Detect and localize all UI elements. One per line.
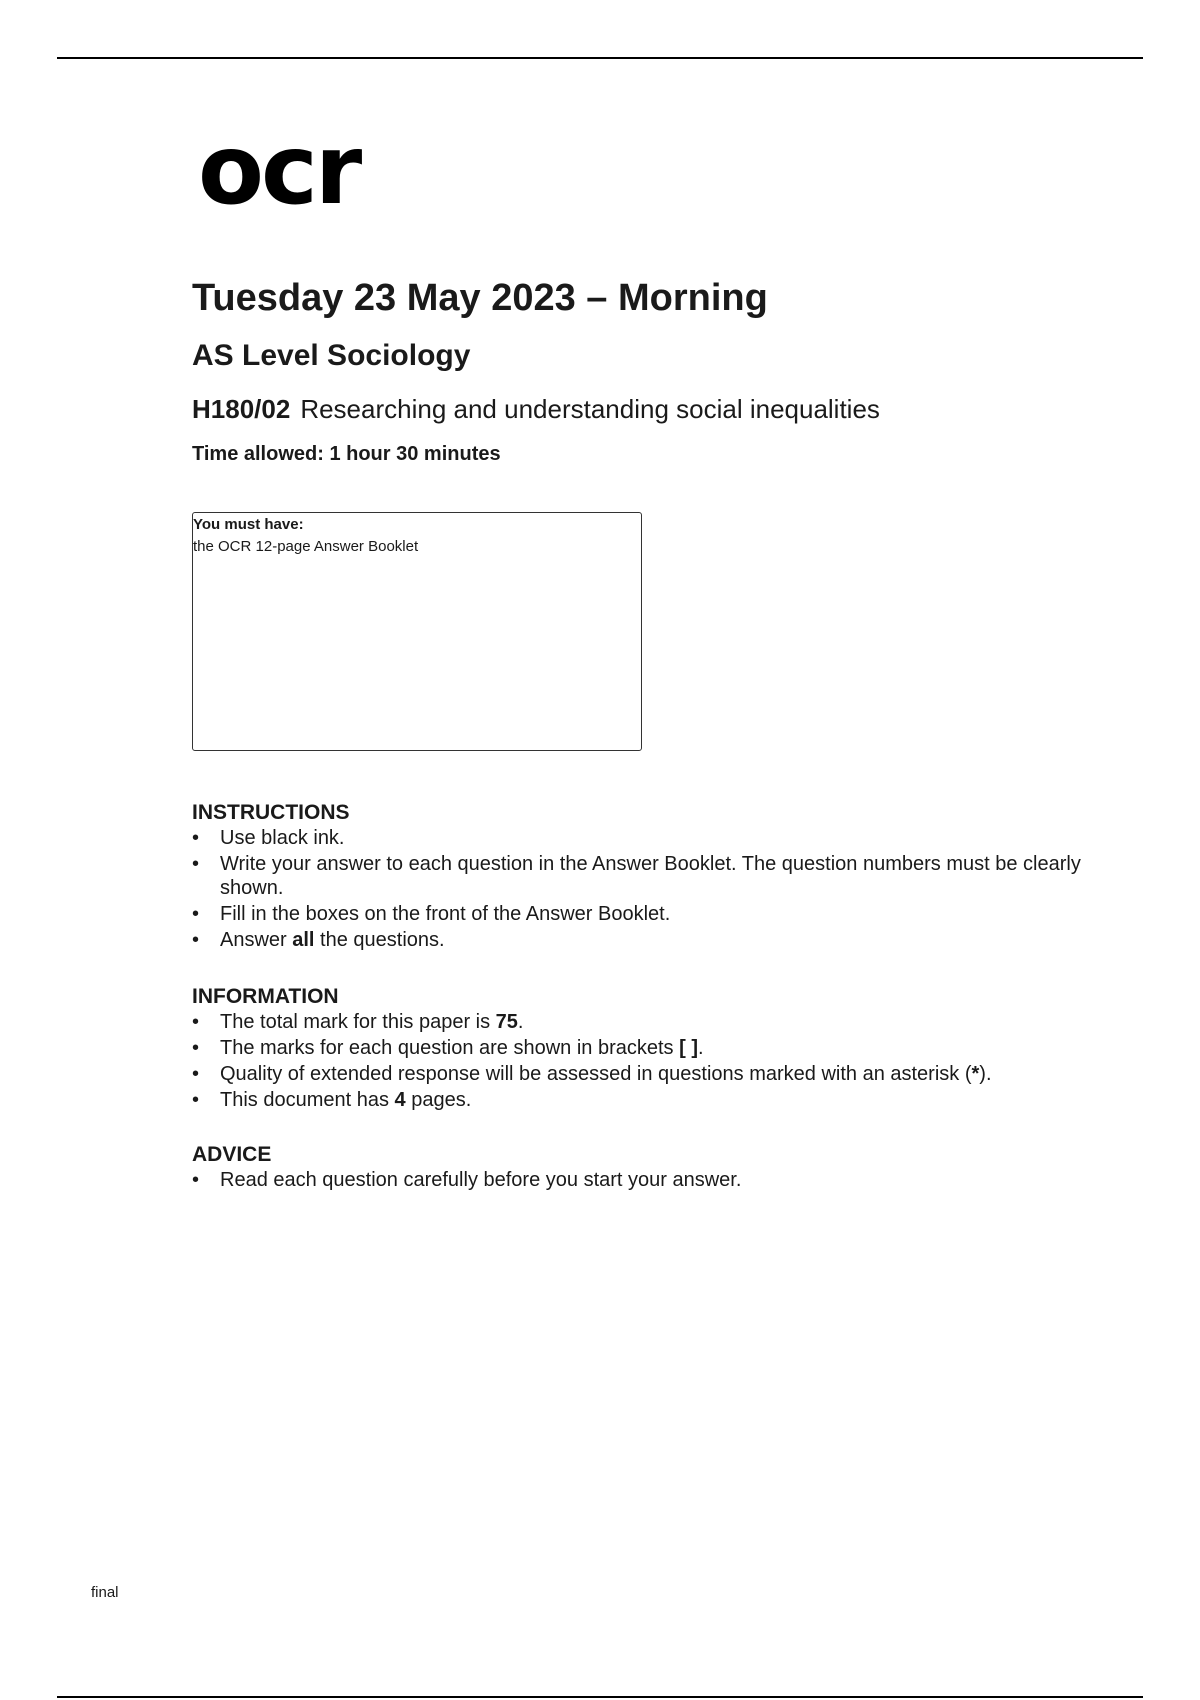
list-item: • Read each question carefully before you start your answer. <box>192 1169 742 1191</box>
must-have-item: the OCR 12-page Answer Booklet <box>193 538 419 555</box>
footer-mark: final <box>91 1584 119 1601</box>
bullet-icon: • <box>192 853 200 875</box>
information-list <box>192 1010 1142 1112</box>
advice-heading: ADVICE <box>192 1143 272 1166</box>
bullet-icon: • <box>192 1169 200 1191</box>
instructions-list <box>192 826 1142 952</box>
list-item: • The marks for each question are shown in brackets [ ]. <box>192 1037 704 1059</box>
bullet-icon: • <box>192 1011 200 1033</box>
list-item: • Quality of extended response will be assessed in questions marked with an asterisk (*). <box>192 1063 992 1085</box>
must-have-heading: You must have: <box>193 516 304 533</box>
bullet-icon: • <box>192 827 200 849</box>
paper-line <box>192 395 880 424</box>
instructions-section <box>192 800 1142 954</box>
list-item: • Answer all the questions. <box>192 929 445 951</box>
list-item: • This document has 4 pages. <box>192 1089 472 1111</box>
instructions-heading: INSTRUCTIONS <box>192 801 350 824</box>
list-item: • Write your answer to each question in the Answer Booklet. The question numbers must be clearly shown. <box>192 853 1081 899</box>
ocr-logo: ocr <box>198 114 360 226</box>
bottom-rule <box>57 1696 1143 1698</box>
bullet-icon: • <box>192 903 200 925</box>
list-item: • The total mark for this paper is 75. <box>192 1011 524 1033</box>
bullet-icon: • <box>192 929 200 951</box>
bullet-icon: • <box>192 1089 200 1111</box>
subject-title: AS Level Sociology <box>192 339 471 372</box>
exam-date-title: Tuesday 23 May 2023 – Morning <box>192 277 768 319</box>
bullet-icon: • <box>192 1037 200 1059</box>
top-rule <box>57 57 1143 59</box>
must-have-box <box>192 512 642 751</box>
information-section <box>192 984 1142 1114</box>
time-allowed: Time allowed: 1 hour 30 minutes <box>192 443 501 465</box>
advice-list <box>192 1168 1142 1192</box>
bullet-icon: • <box>192 1063 200 1085</box>
paper-title: Researching and understanding social inequalities <box>300 394 880 424</box>
information-heading: INFORMATION <box>192 985 339 1008</box>
advice-section <box>192 1142 1142 1194</box>
list-item: • Use black ink. <box>192 827 345 849</box>
paper-code: H180/02 <box>192 394 291 424</box>
list-item: • Fill in the boxes on the front of the Answer Booklet. <box>192 903 671 925</box>
